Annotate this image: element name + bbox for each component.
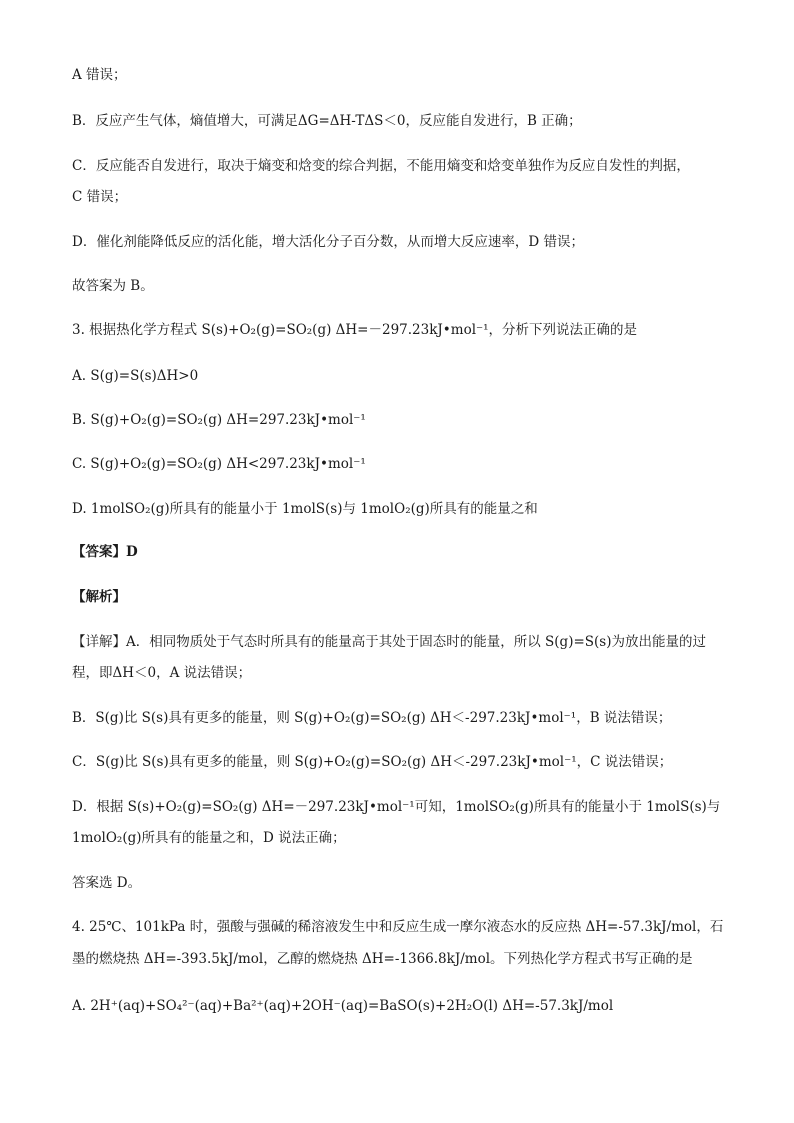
question-3: 3. 根据热化学方程式 S(s)+O₂(g)=SO₂(g) ΔH=－297.23kJ•mol⁻¹，分析下列说法正确的是 bbox=[72, 322, 638, 338]
detail-line: C．S(g)比 S(s)具有更多的能量，则 S(g)+O₂(g)=SO₂(g) ΔH＜-297.23kJ•mol⁻¹，C 说法错误； bbox=[72, 754, 673, 770]
question-4-cont: 墨的燃烧热 ΔH=-393.5kJ/mol，乙醇的燃烧热 ΔH=-1366.8kJ/mol。下列热化学方程式书写正确的是 bbox=[72, 951, 693, 967]
option-a: A. S(g)=S(s)ΔH>0 bbox=[72, 368, 199, 384]
detail-line: D．根据 S(s)+O₂(g)=SO₂(g) ΔH=－297.23kJ•mol⁻¹可知，1molSO₂(g)所具有的能量小于 1molS(s)与 bbox=[72, 799, 721, 815]
detail-line: B．S(g)比 S(s)具有更多的能量，则 S(g)+O₂(g)=SO₂(g) ΔH＜-297.23kJ•mol⁻¹，B 说法错误； bbox=[72, 710, 672, 726]
answer-select: 答案选 D。 bbox=[72, 875, 142, 891]
option-b: B. S(g)+O₂(g)=SO₂(g) ΔH=297.23kJ•mol⁻¹ bbox=[72, 412, 366, 428]
detail-line: 程，即ΔH＜0，A 说法错误； bbox=[72, 665, 252, 681]
analysis-label: 【解析】 bbox=[72, 589, 126, 605]
detail-line: 1molO₂(g)所具有的能量之和，D 说法正确； bbox=[72, 830, 346, 846]
text-line: C 错误； bbox=[72, 189, 128, 205]
detail-line: 【详解】A．相同物质处于气态时所具有的能量高于其处于固态时的能量，所以 S(g)=S(s)为放出能量的过 bbox=[72, 634, 706, 650]
text-line: B．反应产生气体，熵值增大，可满足ΔG=ΔH-TΔS＜0，反应能自发进行，B 正确； bbox=[72, 113, 582, 129]
option-a: A. 2H⁺(aq)+SO₄²⁻(aq)+Ba²⁺(aq)+2OH⁻(aq)=BaSO(s)+2H₂O(l) ΔH=-57.3kJ/mol bbox=[72, 998, 614, 1014]
text-line: C．反应能否自发进行，取决于熵变和焓变的综合判据，不能用熵变和焓变单独作为反应自发性的判据， bbox=[72, 158, 690, 174]
text-line: A 错误； bbox=[72, 67, 127, 83]
question-4: 4. 25℃、101kPa 时，强酸与强碱的稀溶液发生中和反应生成一摩尔液态水的反应热 ΔH=-57.3kJ/mol，石 bbox=[72, 919, 724, 935]
answer-label: 【答案】D bbox=[72, 544, 138, 560]
option-d: D. 1molSO₂(g)所具有的能量小于 1molS(s)与 1molO₂(g)所具有的能量之和 bbox=[72, 501, 538, 517]
option-c: C. S(g)+O₂(g)=SO₂(g) ΔH<297.23kJ•mol⁻¹ bbox=[72, 456, 366, 472]
text-line: D．催化剂能降低反应的活化能，增大活化分子百分数，从而增大反应速率，D 错误； bbox=[72, 234, 584, 250]
text-line: 故答案为 B。 bbox=[72, 278, 154, 294]
